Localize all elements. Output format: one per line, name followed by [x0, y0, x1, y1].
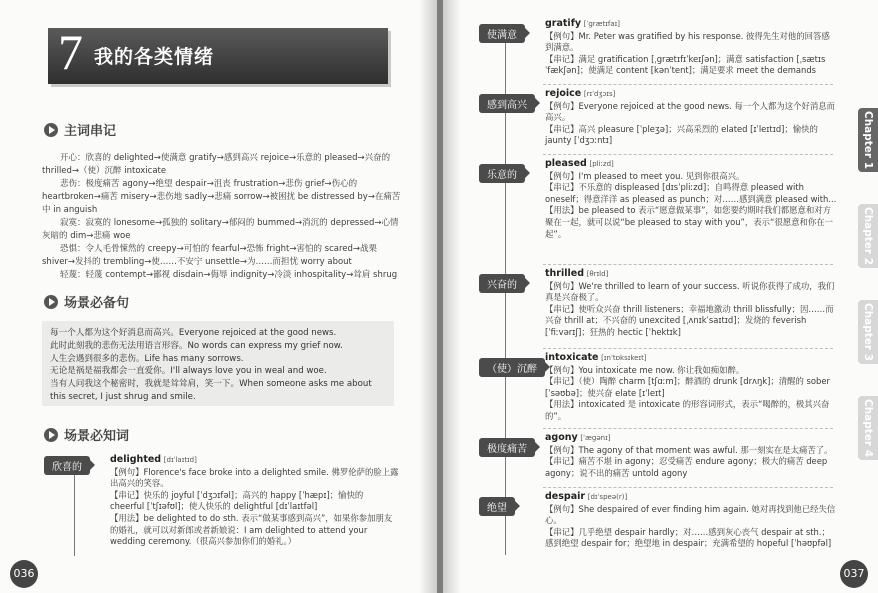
word-entry-delighted — [110, 454, 400, 548]
entry-divider — [543, 348, 833, 349]
entry-line: 【例句】She despaired of ever finding him again. 她对再找到他已经失信心。 — [545, 503, 836, 526]
word-entry-gratify — [545, 18, 837, 77]
word-entry-intoxicate — [545, 352, 837, 423]
entry-word: agony — [545, 432, 578, 443]
entry-word: thrilled — [545, 268, 585, 279]
entry-line: 【例句】The agony of that moment was awful. 那一刻实在是太痛苦了。 — [545, 444, 833, 455]
entry-phonetic: [rɪˈdʒɔɪs] — [583, 90, 616, 98]
play-bullet-icon — [44, 295, 58, 309]
entry-phonetic: [dɪˈspeə(r)] — [587, 493, 628, 501]
entry-timeline — [74, 468, 75, 556]
section-heading-scene-sentences — [44, 292, 129, 311]
entry-tag: 欣喜的 — [44, 456, 90, 475]
emotion-chain-contempt: 轻蔑：轻蔑 contempt→鄙视 disdain→侮辱 indignity→冷淡 inhospitality→耸肩 shrug — [60, 270, 398, 280]
chapter-title: 我的各类情绪 — [94, 46, 215, 68]
entry-line: 【用法】be pleased to 表示“愿意做某事”，如您要约期时我们都愿意和对方聚在一起，就可以说“be pleased to stay with you”，表示“很愿意和你在一起”。 — [545, 205, 833, 239]
chapter-tab-2[interactable]: Chapter 2 — [858, 204, 878, 268]
entry-phonetic: [ɪnˈtɒksɪkeɪt] — [601, 354, 647, 362]
entry-line: 【例句】Florence's face broke into a delighted smile. 佛罗伦萨的脸上露出高兴的笑容。 — [110, 466, 399, 489]
scene-sentence: 此时此刻我的悲伤无法用语言形容。No words can express my grief now. — [50, 340, 343, 351]
entry-tag: （使）沉醉 — [479, 358, 545, 377]
entry-divider — [543, 84, 833, 85]
play-bullet-icon — [44, 428, 58, 442]
entry-tag: 乐意的 — [479, 164, 525, 183]
word-entry-pleased — [545, 158, 837, 240]
entry-word: intoxicate — [545, 352, 599, 363]
section-title: 场景必知词 — [64, 429, 130, 444]
chapter-number: 7 — [58, 24, 83, 80]
word-entry-agony — [545, 432, 837, 479]
entry-tag: 兴奋的 — [479, 274, 525, 293]
scene-sentence: 无论是祸是福我都会一直爱你。I'll always love you in weal and woe. — [50, 366, 327, 377]
section-heading-scene-words — [44, 425, 129, 444]
play-bullet-icon — [44, 123, 58, 137]
entry-tag: 极度痛苦 — [479, 438, 535, 457]
entry-line: 【串记】使听众兴奋 thrill listeners；幸福地激动 thrill blissfully；因……而兴奋 thrill at；不兴奋的 unexcited [ˌʌnɪkˈsaɪtɪd]；发烧的 feverish [ˈfiːvərɪʃ]；狂热的 hectic [ˈhektɪk] — [545, 303, 834, 337]
emotion-chain-lonely: 寂寞：寂寞的 lonesome→孤独的 solitary→郁闷的 bummed→消沉的 depressed→心情灰暗的 dim→悲痛 woe — [42, 218, 399, 241]
section-title: 场景必备句 — [64, 296, 130, 311]
scene-sentence: 当有人问我这个秘密时，我就是耸耸肩，笑一下。When someone asks me about this secret, I just shrug and smile. — [50, 379, 372, 402]
entry-phonetic: [dɪˈlaɪtɪd] — [163, 456, 197, 464]
entry-line: 【例句】Everyone rejoiced at the good news. 每一个人都为这个好消息而高兴。 — [545, 100, 835, 123]
entry-line: 【串记】（使）陶醉 charm [tʃɑːm]；醉酒的 drunk [drʌŋk]；清醒的 sober [ˈsəʊbə]；使兴奋 elate [ɪˈleɪt] — [545, 376, 830, 398]
entry-line: 【用法】be delighted to do sth. 表示“做某事感到高兴”，如果你参加朋友的婚礼，就可以对新郎或者新娘说：I am delighted to attend your wedding ceremony.（很高兴参加你们的婚礼。） — [110, 512, 393, 547]
word-entry-thrilled — [545, 268, 837, 339]
entry-word: despair — [545, 491, 586, 502]
entry-divider — [543, 264, 833, 265]
word-entry-despair — [545, 491, 837, 550]
entry-phonetic: [ˈgrætɪfaɪ] — [583, 20, 620, 28]
spine-shadow — [443, 0, 461, 593]
entry-phonetic: [ˈægənɪ] — [580, 434, 611, 442]
entry-line: 【例句】I'm pleased to meet you. 见到你很高兴。 — [545, 170, 745, 181]
entry-line: 【串记】高兴 pleasure [ˈpleʒə]；兴高采烈的 elated [ɪˈleɪtɪd]；愉快的 jaunty [ˈdʒɔːntɪ] — [545, 123, 818, 146]
entry-line: 【串记】几乎绝望 despair hardly；对……感到灰心丧气 despair at sth.；感到绝望 despair for；绝望地 in despair；充满希望的 hopeful [ˈhəʊpfəl] — [545, 526, 832, 549]
emotion-word-chains — [42, 152, 402, 282]
emotion-chain-happy: 开心：欣喜的 delighted→使满意 gratify→感到高兴 rejoice→乐意的 pleased→兴奋的 thrilled→（使）沉醉 intoxicate — [42, 153, 391, 176]
word-entry-rejoice — [545, 88, 837, 147]
entry-word: rejoice — [545, 88, 582, 99]
entry-line: 【例句】You intoxicate me now. 你让我如痴如醉。 — [545, 364, 745, 375]
entry-tag: 绝望 — [479, 497, 515, 516]
entry-phonetic: [pliːzd] — [589, 160, 614, 168]
spine-shadow — [419, 0, 437, 593]
emotion-chain-fear: 恐惧：令人毛骨悚然的 creepy→可怕的 fearful→恐怖 fright→害怕的 scared→战栗 shiver→发抖的 trembling→使……不安宁 unsettle→为……而担忧 worry about — [42, 244, 378, 267]
right-page — [443, 0, 878, 593]
section-heading-theme-words — [44, 120, 116, 139]
page-number: 036 — [10, 560, 38, 588]
entry-tag: 使满意 — [479, 24, 525, 43]
emotion-chain-sad: 悲伤：极度痛苦 agony→绝望 despair→沮丧 frustration→悲伤 grief→伤心的 heartbroken→痛苦 misery→悲伤地 sadly→悲痛 sorrow→被困扰 be distressed by→在痛苦中 in anguish — [42, 179, 401, 215]
entry-divider — [543, 487, 833, 488]
left-page — [0, 0, 437, 593]
section-title: 主词串记 — [64, 124, 117, 139]
entry-divider — [543, 154, 833, 155]
entry-tag: 感到高兴 — [479, 94, 535, 113]
entry-line: 【用法】intoxicated 是 intoxicate 的形容词形式，表示“喝醉的，极其兴奋的”。 — [545, 399, 830, 421]
entry-word: pleased — [545, 158, 587, 169]
chapter-tab-4[interactable]: Chapter 4 — [858, 396, 878, 460]
entry-line: 【串记】满足 gratification [ˌgrætɪfɪˈkeɪʃən]；满意 satisfaction [ˌsætɪsˈfækʃən]；使满足 content [kənˈtent]；满足要求 meet the demands — [545, 53, 826, 76]
entry-word: gratify — [545, 18, 582, 29]
scene-sentence: 每一个人都为这个好消息而高兴。Everyone rejoiced at the good news. — [50, 328, 337, 338]
chapter-tab-1[interactable]: Chapter 1 — [858, 108, 878, 172]
entry-phonetic: [θrɪld] — [586, 270, 609, 278]
entry-line: 【例句】Mr. Peter was gratified by his response. 彼得先生对他的回答感到满意。 — [545, 30, 830, 53]
entry-line: 【例句】We're thrilled to learn of your success. 听说你获得了成功，我们真是兴奋极了。 — [545, 280, 835, 303]
entry-line: 【串记】不乐意的 displeased [dɪsˈpliːzd]；自鸣得意 pleased with oneself；得意洋洋 as pleased as punch；对……感到满意 pleased with... — [545, 182, 837, 204]
entry-line: 【串记】痛苦不堪 in agony；忍受痛苦 endure agony；极大的痛苦 deep agony；说不出的痛苦 untold agony — [545, 456, 828, 478]
entry-word: delighted — [110, 454, 162, 465]
chapter-tab-3[interactable]: Chapter 3 — [858, 300, 878, 364]
page-number: 037 — [840, 560, 868, 588]
entry-divider — [543, 428, 833, 429]
scene-sentence: 人生会遇到很多的悲伤。Life has many sorrows. — [50, 353, 244, 364]
entry-line: 【串记】快乐的 joyful [ˈdʒɔɪfəl]；高兴的 happy [ˈhæpɪ]；愉快的 cheerful [ˈtʃɪəfʊl]；使人快乐的 delightful [dɪˈlaɪtfəl] — [110, 489, 364, 512]
scene-sentences-box — [42, 321, 394, 406]
